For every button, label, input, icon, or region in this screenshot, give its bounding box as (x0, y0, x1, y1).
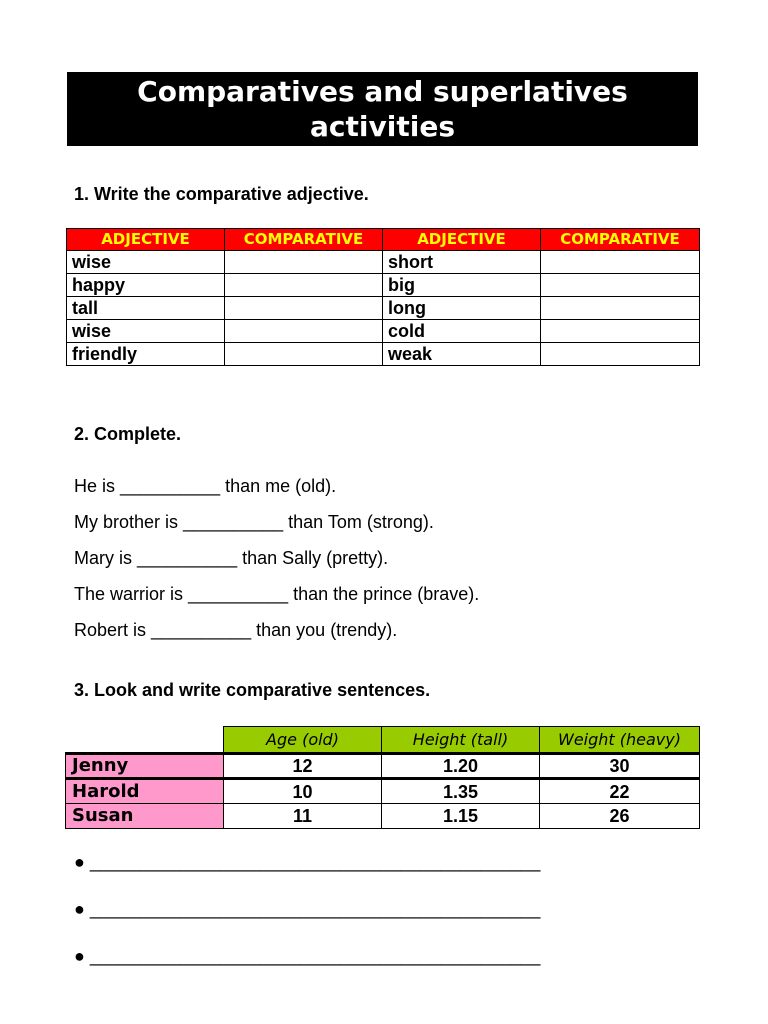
age-value: 12 (224, 754, 382, 779)
adjective-cell: big (383, 274, 541, 297)
comparative-table (66, 228, 700, 366)
table-row (67, 343, 700, 366)
table-row (67, 297, 700, 320)
header-adjective-1: ADJECTIVE (67, 229, 225, 251)
answer-line[interactable]: ● _____________________________________________ (74, 899, 541, 919)
section-1-heading: 1. Write the comparative adjective. (74, 184, 369, 204)
table-row (66, 804, 700, 829)
height-value: 1.20 (382, 754, 540, 779)
height-value: 1.35 (382, 779, 540, 804)
header-adjective-2: ADJECTIVE (383, 229, 541, 251)
comparative-answer-cell[interactable] (541, 251, 700, 274)
comparative-answer-cell[interactable] (225, 297, 383, 320)
adjective-cell: cold (383, 320, 541, 343)
height-value: 1.15 (382, 804, 540, 829)
table-row (67, 251, 700, 274)
table-row (67, 320, 700, 343)
sentence-item: Mary is __________ than Sally (pretty). (74, 548, 389, 568)
table-row (66, 754, 700, 779)
adjective-cell: wise (67, 251, 225, 274)
people-data-table (65, 726, 700, 829)
table-row (66, 779, 700, 804)
adjective-cell: tall (67, 297, 225, 320)
comparative-answer-cell[interactable] (541, 297, 700, 320)
answer-line[interactable]: ● _____________________________________________ (74, 852, 541, 872)
section-3-heading: 3. Look and write comparative sentences. (74, 680, 431, 700)
answer-line[interactable]: ● _____________________________________________ (74, 946, 541, 966)
adjective-cell: short (383, 251, 541, 274)
empty-corner-cell (66, 727, 224, 754)
header-comparative-2: COMPARATIVE (541, 229, 700, 251)
title-line-2: activities (310, 110, 455, 143)
comparative-answer-cell[interactable] (225, 343, 383, 366)
age-value: 10 (224, 779, 382, 804)
weight-value: 22 (540, 779, 700, 804)
comparative-answer-cell[interactable] (225, 251, 383, 274)
sentence-item: Robert is __________ than you (trendy). (74, 620, 398, 640)
table-row (67, 274, 700, 297)
weight-value: 30 (540, 754, 700, 779)
comparative-answer-cell[interactable] (541, 343, 700, 366)
comparative-answer-cell[interactable] (541, 274, 700, 297)
sentence-item: The warrior is __________ than the prince (brave). (74, 584, 480, 604)
adjective-cell: wise (67, 320, 225, 343)
person-name: Harold (66, 779, 224, 804)
adjective-cell: happy (67, 274, 225, 297)
adjective-cell: weak (383, 343, 541, 366)
section-2-heading: 2. Complete. (74, 424, 182, 444)
comparative-answer-cell[interactable] (225, 274, 383, 297)
person-name: Jenny (66, 754, 224, 779)
person-name: Susan (66, 804, 224, 829)
header-weight: Weight (heavy) (540, 727, 700, 754)
comparative-answer-cell[interactable] (225, 320, 383, 343)
header-comparative-1: COMPARATIVE (225, 229, 383, 251)
title-line-1: Comparatives and superlatives (137, 75, 628, 108)
complete-sentences (74, 468, 479, 648)
adjective-cell: long (383, 297, 541, 320)
sentence-item: He is __________ than me (old). (74, 476, 337, 496)
header-height: Height (tall) (382, 727, 540, 754)
age-value: 11 (224, 804, 382, 829)
sentence-item: My brother is __________ than Tom (strong). (74, 512, 434, 532)
header-age: Age (old) (224, 727, 382, 754)
comparative-answer-cell[interactable] (541, 320, 700, 343)
people-table-header-row (66, 727, 700, 754)
weight-value: 26 (540, 804, 700, 829)
worksheet-title (67, 72, 698, 146)
adjective-cell: friendly (67, 343, 225, 366)
comparative-table-header-row (67, 229, 700, 251)
